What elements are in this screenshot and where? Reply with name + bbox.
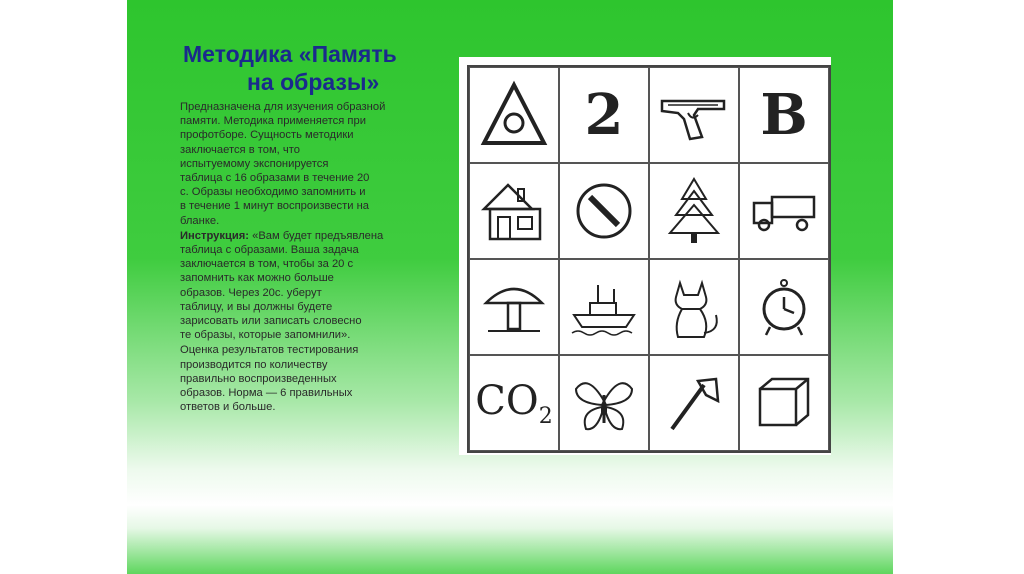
text-line: зарисовать или записать словесно	[180, 315, 362, 328]
digit-two: 2	[584, 82, 624, 148]
instruction-paragraph	[180, 229, 432, 343]
grid-cell	[649, 163, 739, 259]
co2-subscript: 2	[538, 403, 553, 429]
text-line: таблицу, и вы должны будете	[180, 300, 333, 313]
alarm-clock-icon	[748, 271, 820, 343]
text-line: с. Образы необходимо запомнить и	[180, 186, 366, 199]
truck-icon	[748, 175, 820, 247]
grid-cell	[559, 259, 649, 355]
text-line: те образы, которые запомнили».	[180, 329, 351, 342]
grid-cell	[469, 163, 559, 259]
slide-title	[183, 40, 483, 96]
mushroom-icon	[478, 271, 550, 343]
text-line: испытуемому экспонируется	[180, 157, 329, 170]
house-icon	[478, 175, 550, 247]
text-line: бланке.	[180, 214, 220, 227]
triangle-circle-icon	[478, 79, 550, 151]
text-line: образов. Норма — 6 правильных	[180, 387, 353, 400]
cat-icon	[658, 271, 730, 343]
grid-cell	[559, 163, 649, 259]
body-text	[180, 100, 432, 415]
image-table	[459, 57, 831, 455]
text-line: заключается в том, чтобы за 20 с	[180, 258, 354, 271]
description-paragraph	[180, 100, 432, 228]
grid-cell	[649, 355, 739, 451]
grid-cell	[469, 355, 559, 451]
grid-cell	[559, 355, 649, 451]
text-line: профотборе. Сущность методики	[180, 129, 354, 142]
text-line: Предназначена для изучения образной	[180, 101, 386, 113]
text-line: Оценка результатов тестирования	[180, 344, 359, 357]
grid-cell	[559, 67, 649, 163]
butterfly-icon	[568, 367, 640, 439]
title-line-2: на образы»	[247, 69, 380, 95]
evaluation-paragraph	[180, 343, 432, 414]
ship-icon	[568, 271, 640, 343]
fir-tree-icon	[658, 175, 730, 247]
grid-cell	[649, 259, 739, 355]
text-line: ответов и больше.	[180, 401, 276, 414]
letter-v: В	[760, 82, 808, 148]
image-grid	[467, 65, 831, 453]
grid-cell	[739, 67, 829, 163]
title-line-1: Методика «Память	[183, 41, 397, 67]
text-line: образов. Через 20с. уберут	[180, 286, 322, 299]
grid-cell	[649, 67, 739, 163]
prohibited-circle-icon	[568, 175, 640, 247]
grid-cell	[739, 163, 829, 259]
text-line: заключается в том, что	[180, 143, 300, 156]
text-line: правильно воспроизведенных	[180, 372, 337, 385]
grid-cell	[469, 67, 559, 163]
text-line: таблица с образами. Ваша задача	[180, 244, 359, 257]
axe-icon	[658, 367, 730, 439]
pistol-icon	[658, 79, 730, 151]
instruction-label: Инструкция:	[180, 229, 250, 242]
text-line: запомнить как можно больше	[180, 272, 334, 285]
text-line: производится по количеству	[180, 358, 328, 371]
text-line: «Вам будет предъявлена	[249, 229, 384, 242]
text-line: памяти. Методика применяется при	[180, 115, 366, 128]
grid-cell	[469, 259, 559, 355]
slide	[127, 0, 893, 574]
text-line: таблица с 16 образами в течение 20	[180, 172, 370, 185]
co2-formula	[475, 378, 552, 429]
text-line: в течение 1 минут воспроизвести на	[180, 200, 370, 213]
cube-icon	[748, 367, 820, 439]
grid-cell	[739, 259, 829, 355]
grid-cell	[739, 355, 829, 451]
co2-text: CO	[475, 377, 539, 424]
